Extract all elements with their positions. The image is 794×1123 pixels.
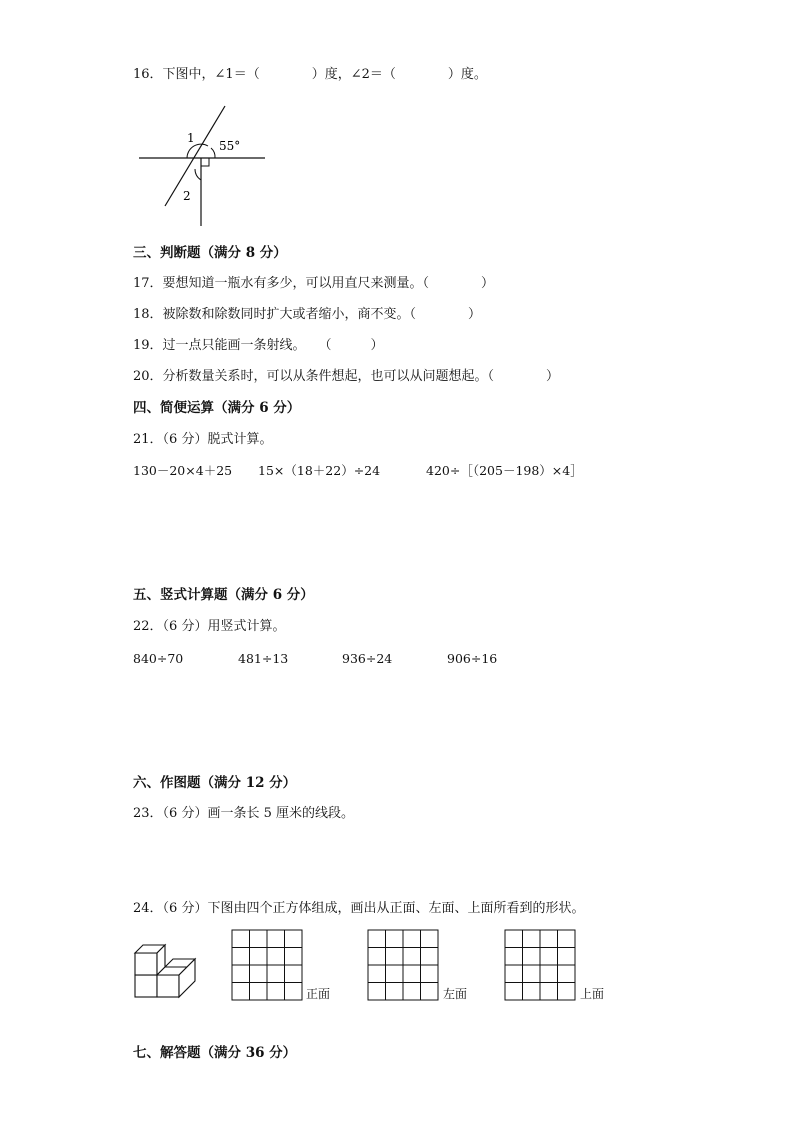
q22-text: 22．（6 分）用竖式计算。: [133, 619, 286, 634]
grid-left[interactable]: [367, 929, 439, 1001]
grid-label-front: 正面: [306, 987, 331, 1001]
section5-heading: 五、竖式计算题（满分 6 分）: [133, 587, 314, 603]
section3-heading: 三、判断题（满分 8 分）: [133, 245, 287, 261]
q22-expression-2: 481÷13: [238, 651, 289, 666]
angle-label-55: 55°: [219, 139, 241, 153]
q21-expression-3: 420÷［（205－198）×4］: [426, 463, 583, 478]
q17-text: 17．要想知道一瓶水有多少，可以用直尺来测量。（ ）: [133, 276, 495, 291]
angle-label-2: 2: [183, 189, 191, 203]
section6-heading: 六、作图题（满分 12 分）: [133, 775, 297, 791]
angle-label-1: 1: [187, 131, 195, 145]
q19-text: 19．过一点只能画一条射线。 （ ）: [133, 338, 384, 353]
section7-heading: 七、解答题（满分 36 分）: [133, 1045, 297, 1061]
q24-text: 24．（6 分）下图由四个正方体组成，画出从正面、左面、上面所看到的形状。: [133, 901, 585, 916]
q21-text: 21．（6 分）脱式计算。: [133, 432, 273, 447]
grid-top[interactable]: [504, 929, 576, 1001]
q20-text: 20．分析数量关系时，可以从条件想起，也可以从问题想起。（ ）: [133, 369, 560, 384]
q22-expression-1: 840÷70: [133, 651, 184, 666]
q21-expression-1: 130－20×4＋25: [133, 463, 233, 478]
q16-text: 16．下图中，∠1＝（ ）度，∠2＝（ ）度。: [133, 67, 487, 82]
grid-front[interactable]: [231, 929, 303, 1001]
grid-label-top: 上面: [580, 987, 605, 1001]
section4-heading: 四、简便运算（满分 6 分）: [133, 400, 301, 416]
q22-expression-4: 906÷16: [447, 651, 498, 666]
q21-expression-2: 15×（18＋22）÷24: [258, 463, 381, 478]
q22-expression-3: 936÷24: [342, 651, 393, 666]
q23-text: 23．（6 分）画一条长 5 厘米的线段。: [133, 806, 354, 821]
q18-text: 18．被除数和除数同时扩大或者缩小，商不变。（ ）: [133, 307, 482, 322]
angle-figure: [133, 100, 273, 230]
grid-label-left: 左面: [443, 987, 468, 1001]
cube-figure: [133, 938, 203, 1008]
